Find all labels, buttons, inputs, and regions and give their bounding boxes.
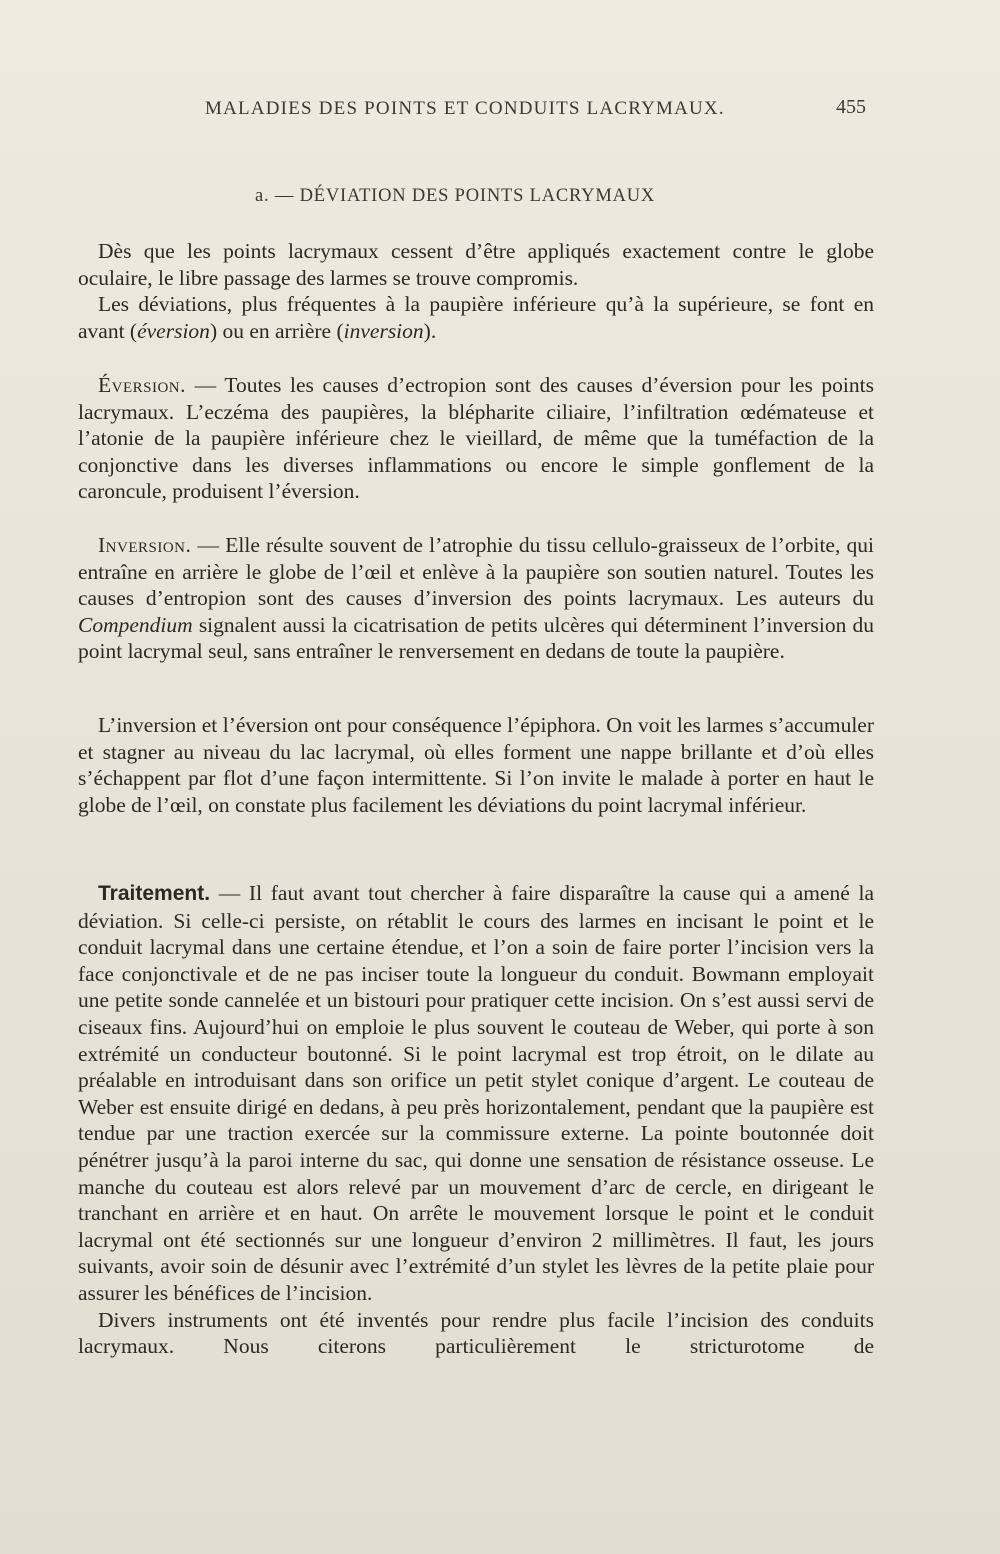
traitement-label: Traitement. xyxy=(98,882,211,905)
page-header xyxy=(0,98,1000,138)
epiphora-block xyxy=(78,712,874,818)
inversion-block xyxy=(78,532,874,665)
eversion-block xyxy=(78,372,874,505)
intro-paragraph-2: Les déviations, plus fréquentes à la paupière inférieure qu’à la supérieure, se font en avant (éversion) ou en arrière (inversion). xyxy=(78,292,874,343)
intro-paragraph-1: Dès que les points lacrymaux cessent d’être appliqués exactement contre le globe oculaire, le libre passage des larmes se trouve compromis. xyxy=(78,239,874,290)
traitement-paragraph: Traitement. — Il faut avant tout chercher à faire disparaître la cause qui a amené la déviation. Si celle-ci persiste, on rétablit le cours des larmes en incisant le point et le conduit lacrymal dans une certaine étendue, et l’on a soin de faire porter l’incision vers la face conjonctivale et de ne pas inciser toute la longueur du conduit. Bowmann employait une petite sonde cannelée et un bistouri pour pratiquer cette incision. On s’est aussi servi de ciseaux fins. Aujourd’hui on emploie le plus souvent le couteau de Weber, qui porte à son extrémité un conducteur boutonné. Si le point lacrymal est trop étroit, on le dilate au préalable en introduisant dans son orifice un petit stylet conique d’argent. Le couteau de Weber est ensuite dirigé en dedans, à peu près horizontalement, pendant que la paupière est tendue par une traction exercée sur la commissure externe. La pointe boutonnée doit pénétrer jusqu’à la paroi interne du sac, qui donne une sensation de résistance osseuse. Le manche du couteau est alors relevé par un mouvement d’arc de cercle, en dirigeant le tranchant en arrière et en haut. On arrête le mouvement lorsque le point et le conduit lacrymal ont été sectionnés sur une longueur d’environ 2 millimètres. Il faut, les jours suivants, avoir soin de désunir avec l’extrémité d’un stylet les lèvres de la petite plaie pour assurer les bénéfices de l’incision. xyxy=(78,881,874,1305)
intro-block xyxy=(78,238,874,344)
running-title: MALADIES DES POINTS ET CONDUITS LACRYMAUX. xyxy=(205,98,725,119)
term-inversion: inversion xyxy=(343,318,424,343)
instruments-paragraph: Divers instruments ont été inventés pour rendre plus facile l’incision des conduits lacrymaux. Nous citerons particulièrement le stricturotome de xyxy=(78,1307,874,1359)
section-heading: a. — DÉVIATION DES POINTS LACRYMAUX xyxy=(255,186,656,206)
term-eversion: éversion xyxy=(137,318,210,343)
inversion-label: Inversion. xyxy=(98,533,192,557)
eversion-label: Éversion. xyxy=(98,373,187,397)
inversion-paragraph: Inversion. — Elle résulte souvent de l’atrophie du tissu cellulo-graisseux de l’orbite, qui entraîne en arrière le globe de l’œil et enlève à la paupière son soutien naturel. Toutes les causes d’entropion sont des causes d’inversion des points lacrymaux. Les auteurs du Compendium signalent aussi la cicatrisation de petits ulcères qui déterminent l’inversion du point lacrymal seul, sans entraîner le renversement en dedans de toute la paupière. xyxy=(78,533,874,664)
traitement-block xyxy=(78,880,874,1360)
page-number: 455 xyxy=(836,96,866,118)
term-compendium: Compendium xyxy=(78,612,193,637)
eversion-paragraph: Éversion. — Toutes les causes d’ectropion sont des causes d’éversion pour les points lacrymaux. L’eczéma des paupières, la blépharite ciliaire, l’infiltration œdémateuse et l’atonie de la paupière inférieure chez le vieillard, de même que la tuméfaction de la conjonctive dans les diverses inflammations ou encore le simple gonflement de la caroncule, produisent l’éversion. xyxy=(78,373,874,504)
epiphora-paragraph: L’inversion et l’éversion ont pour conséquence l’épiphora. On voit les larmes s’accumuler et stagner au niveau du lac lacrymal, où elles forment une nappe brillante et d’où elles s’échappent par flot d’une façon intermittente. Si l’on invite le malade à porter en haut le globe de l’œil, on constate plus facilement les déviations du point lacrymal inférieur. xyxy=(78,713,874,817)
